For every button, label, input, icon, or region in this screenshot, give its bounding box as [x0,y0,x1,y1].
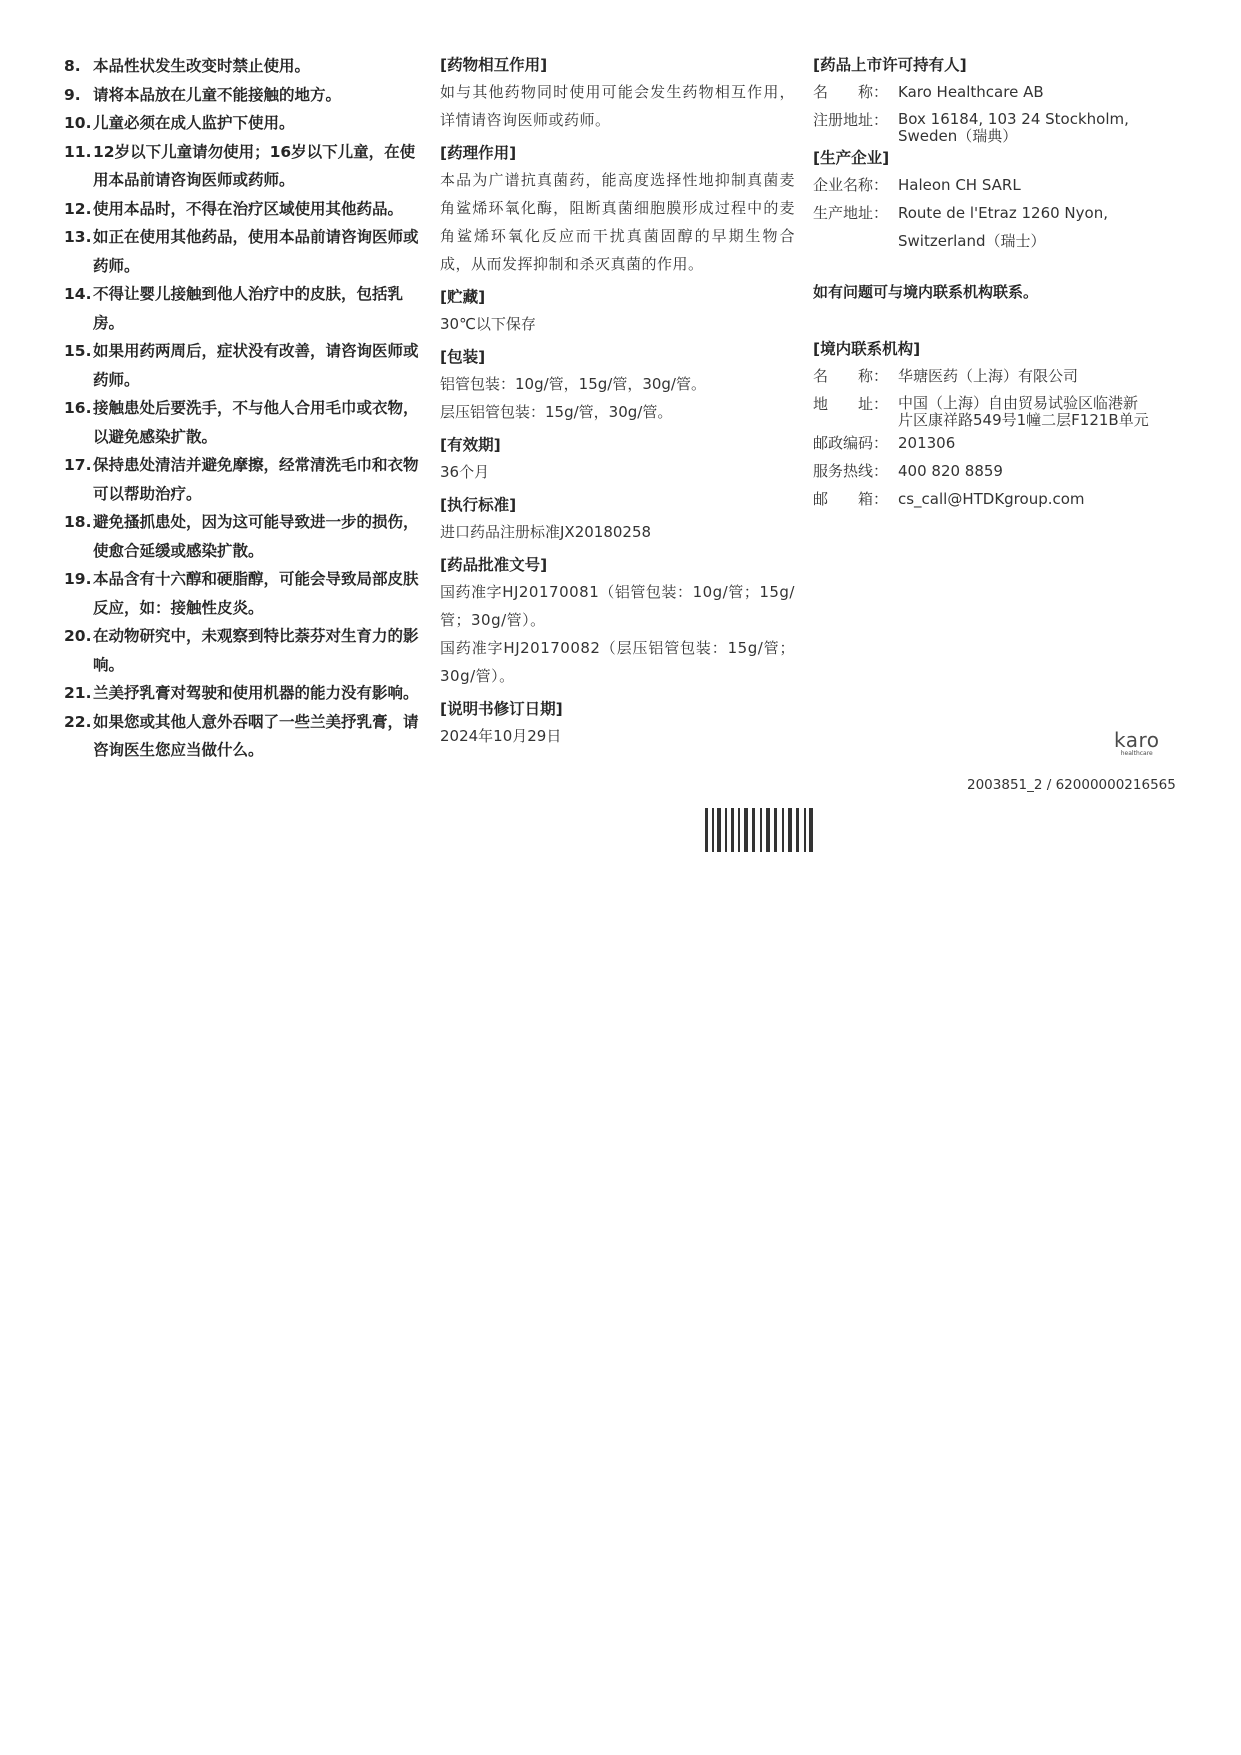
warning-number: 17. [64,456,92,474]
section-heading: [贮藏] [440,288,486,306]
holder-section [813,52,1163,145]
section-heading: [执行标准] [440,496,517,514]
address-line: 中国（上海）自由贸易试验区临港新 [898,394,1139,412]
warning-text: 不得让婴儿接触到他人治疗中的皮肤，包括乳房。 [93,285,404,332]
warning-text: 本品性状发生改变时禁止使用。 [93,57,311,75]
domestic-address-row [813,390,1163,429]
field-value: 201306 [898,434,956,452]
warning-text: 如果用药两周后，症状没有改善，请咨询医师或药师。 [93,342,419,389]
holder-name-row [813,78,1163,106]
section-heading: [药物相互作用] [440,56,548,74]
field-value: Karo Healthcare AB [898,83,1044,101]
field-value [898,199,1163,255]
manufacturer-section [813,145,1163,255]
warning-text: 保持患处清洁并避免摩擦，经常清洗毛巾和衣物可以帮助治疗。 [93,456,419,503]
field-label: 注册地址： [813,111,889,129]
warning-item [64,565,426,622]
warning-item [64,52,426,81]
domestic-contact-section [813,336,1163,513]
field-value: 400 820 8859 [898,462,1003,480]
warning-text: 如果您或其他人意外吞咽了一些兰美抒乳膏，请咨询医生您应当做什么。 [93,712,419,759]
warning-item [64,280,426,337]
field-label: 服务热线： [813,462,889,480]
karo-healthcare-logo [1114,730,1160,757]
manufacturer-name-row [813,171,1163,199]
warnings-list [64,52,426,765]
section-heading: [说明书修订日期] [440,700,563,718]
warning-item [64,394,426,451]
warning-number: 20. [64,627,92,645]
domestic-email-row [813,485,1163,513]
warning-item [64,508,426,565]
address-line: 片区康祥路549号1幢二层F121B单元 [898,411,1149,429]
warning-item [64,679,426,708]
warning-item [64,337,426,394]
warning-item [64,138,426,195]
field-label: 生产地址： [813,204,889,222]
barcode-icon [705,808,815,852]
warning-text: 本品含有十六醇和硬脂醇，可能会导致局部皮肤反应，如：接触性皮炎。 [93,570,419,617]
field-value [898,106,1163,145]
warning-number: 14. [64,285,92,303]
warning-number: 13. [64,228,92,246]
domestic-name-row [813,362,1163,390]
warning-number: 11. [64,142,92,161]
packaging-section [440,344,795,426]
address-line: Switzerland（瑞士） [898,232,1046,250]
section-text: 2024年10月29日 [440,727,562,745]
section-text: 如与其他药物同时使用可能会发生药物相互作用，详情请咨询医师或药师。 [440,83,795,129]
section-heading: [境内联系机构] [813,340,921,358]
validity-section [440,432,795,486]
warning-text: 12岁以下儿童请勿使用；16岁以下儿童，在使用本品前请咨询医师或药师。 [93,142,416,189]
field-label: 地 址： [813,395,889,413]
field-label: 邮政编码： [813,434,889,452]
warning-item [64,622,426,679]
warning-text: 请将本品放在儿童不能接触的地方。 [93,85,342,104]
domestic-hotline-row [813,457,1163,485]
field-label: 名 称： [813,367,889,385]
field-label: 邮 箱： [813,490,889,508]
field-value: Haleon CH SARL [898,176,1021,194]
storage-section [440,284,795,338]
contact-note: 如有问题可与境内联系机构联系。 [813,283,1039,301]
section-text: 本品为广谱抗真菌药，能高度选择性地抑制真菌麦角鲨烯环氧化酶，阻断真菌细胞膜形成过程中的麦角鲨烯环氧化反应而干扰真菌固醇的早期生物合成，从而发挥抑制和杀灭真菌的作用。 [440,171,795,273]
revision-section [440,696,795,750]
section-text: 国药准字HJ20170082（层压铝管包装：15g/管；30g/管）。 [440,639,795,685]
warning-text: 接触患处后要洗手，不与他人合用毛巾或衣物，以避免感染扩散。 [93,399,419,446]
warning-item [64,195,426,224]
warning-item [64,223,426,280]
section-text: 30℃以下保存 [440,315,536,333]
domestic-postcode-row [813,429,1163,457]
warning-text: 避免搔抓患处，因为这可能导致进一步的损伤，使愈合延缓或感染扩散。 [93,513,419,560]
warning-number: 21. [64,684,92,702]
field-value: cs_call@HTDKgroup.com [898,490,1085,508]
warning-number: 19. [64,570,92,588]
warning-item [64,81,426,110]
warning-item [64,109,426,138]
warning-item [64,451,426,508]
warning-text: 兰美抒乳膏对驾驶和使用机器的能力没有影响。 [93,684,419,702]
pharmacology-section [440,140,795,278]
warning-number: 10. [64,114,92,132]
section-text: 国药准字HJ20170081（铝管包装：10g/管；15g/管；30g/管）。 [440,583,795,629]
approval-section [440,552,795,690]
section-heading: [包装] [440,348,486,366]
company-info-column [813,52,1163,513]
section-heading: [药品上市许可持有人] [813,56,967,74]
document-code: 2003851_2 / 62000000216565 [967,777,1176,793]
warning-number: 12. [64,199,92,218]
field-label: 名 称： [813,83,889,101]
address-line: Box 16184, 103 24 Stockholm, [898,110,1129,128]
warning-number: 22. [64,712,92,731]
section-text: 层压铝管包装：15g/管，30g/管。 [440,403,673,421]
field-value: 华瑭医药（上海）有限公司 [898,367,1079,385]
field-value [898,390,1163,429]
logo-sub: healthcare [1120,750,1153,757]
warning-number: 18. [64,513,92,531]
field-label: 企业名称： [813,176,889,194]
address-line: Route de l'Etraz 1260 Nyon, [898,204,1108,222]
section-heading: [生产企业] [813,149,890,167]
section-text: 进口药品注册标准JX20180258 [440,523,652,541]
holder-address-row [813,106,1163,145]
warning-number: 8. [64,57,81,75]
section-text: 铝管包装：10g/管，15g/管，30g/管。 [440,375,706,393]
warning-number: 15. [64,342,92,360]
warning-text: 如正在使用其他药品，使用本品前请咨询医师或药师。 [93,228,419,275]
warning-text: 使用本品时，不得在治疗区域使用其他药品。 [93,199,404,218]
section-text: 36个月 [440,463,490,481]
warning-text: 儿童必须在成人监护下使用。 [93,114,295,132]
address-line: Sweden（瑞典） [898,127,1018,145]
standard-section [440,492,795,546]
section-heading: [药品批准文号] [440,556,548,574]
logo-brand: karo [1114,728,1160,752]
warning-item [64,708,426,765]
warning-number: 16. [64,399,92,417]
interactions-section [440,52,795,134]
manufacturer-address-row [813,199,1163,255]
section-heading: [有效期] [440,436,501,454]
warning-text: 在动物研究中，未观察到特比萘芬对生育力的影响。 [93,627,419,674]
warning-number: 9. [64,85,81,104]
section-heading: [药理作用] [440,144,517,162]
product-info-column [440,52,795,756]
